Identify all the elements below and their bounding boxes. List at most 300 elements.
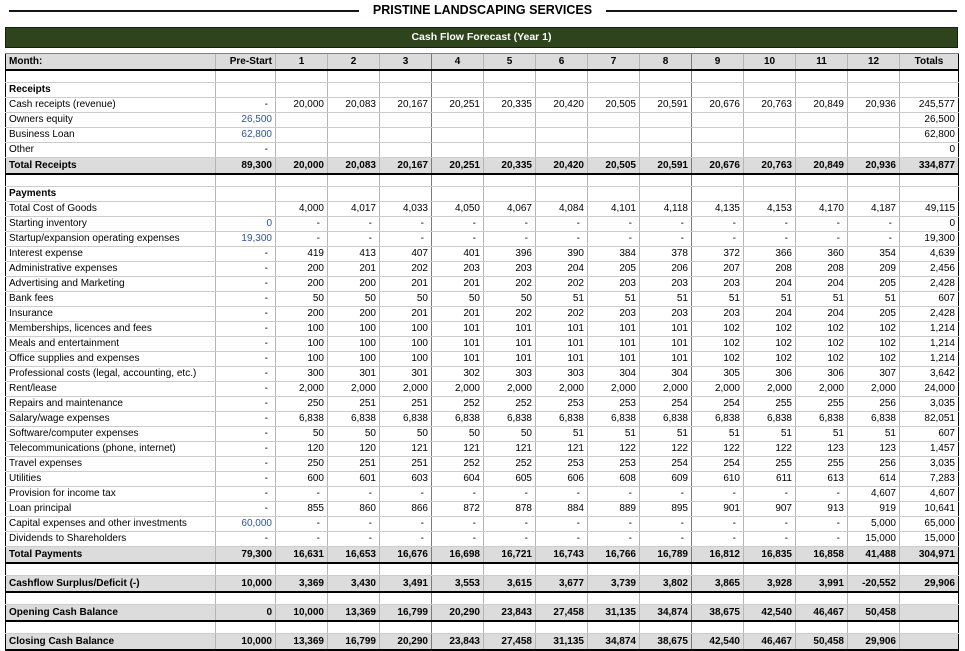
cell[interactable]	[744, 621, 796, 634]
cell[interactable]	[692, 143, 744, 158]
cell[interactable]	[328, 113, 380, 128]
cell[interactable]: -	[216, 352, 276, 367]
cell[interactable]	[900, 187, 959, 202]
cell[interactable]	[588, 621, 640, 634]
cell[interactable]: 20,000	[276, 98, 328, 113]
cell[interactable]: 6,838	[744, 412, 796, 427]
cell[interactable]	[328, 70, 380, 83]
cell[interactable]: -	[536, 487, 588, 502]
cell[interactable]	[848, 174, 900, 187]
cell[interactable]	[276, 70, 328, 83]
cell[interactable]: -	[216, 412, 276, 427]
cell[interactable]: -	[640, 532, 692, 547]
cell[interactable]	[692, 563, 744, 576]
cell[interactable]: 253	[536, 457, 588, 472]
cell[interactable]: 901	[692, 502, 744, 517]
cell[interactable]: 6,838	[432, 412, 484, 427]
cell[interactable]: -	[536, 517, 588, 532]
cell[interactable]: 101	[484, 322, 536, 337]
cell[interactable]: 201	[432, 277, 484, 292]
cell[interactable]: 79,300	[216, 547, 276, 564]
cell[interactable]: 20,849	[796, 158, 848, 175]
cell[interactable]: 20,591	[640, 158, 692, 175]
cell[interactable]: 0	[216, 605, 276, 622]
cell[interactable]	[380, 113, 432, 128]
cell[interactable]: -	[744, 532, 796, 547]
cell[interactable]: 62,800	[216, 128, 276, 143]
cell[interactable]: -	[216, 427, 276, 442]
row-label[interactable]: Starting inventory	[6, 217, 216, 232]
cell[interactable]	[900, 634, 959, 651]
cell[interactable]: -	[328, 532, 380, 547]
cell[interactable]: -	[216, 532, 276, 547]
cell[interactable]: 303	[536, 367, 588, 382]
cell[interactable]: -	[216, 502, 276, 517]
cell[interactable]: 2,428	[900, 307, 959, 322]
cell[interactable]: 122	[588, 442, 640, 457]
cell[interactable]: 29,906	[848, 634, 900, 651]
cell[interactable]: 10,641	[900, 502, 959, 517]
cell[interactable]: 203	[588, 277, 640, 292]
cell[interactable]: 907	[744, 502, 796, 517]
cell[interactable]	[640, 592, 692, 605]
cell[interactable]: -	[588, 532, 640, 547]
cell[interactable]: 49,115	[900, 202, 959, 217]
column-header-3[interactable]: 3	[380, 54, 432, 71]
cell[interactable]: 2,000	[848, 382, 900, 397]
cell[interactable]	[588, 83, 640, 98]
cell[interactable]: 101	[536, 352, 588, 367]
cell[interactable]: 50	[328, 292, 380, 307]
cell[interactable]	[432, 187, 484, 202]
cell[interactable]: 1,214	[900, 352, 959, 367]
cell[interactable]: -	[432, 517, 484, 532]
cell[interactable]: -	[692, 232, 744, 247]
cell[interactable]	[276, 621, 328, 634]
cell[interactable]: 102	[848, 337, 900, 352]
cell[interactable]	[640, 143, 692, 158]
cell[interactable]: 26,500	[216, 113, 276, 128]
row-label[interactable]: Owners equity	[6, 113, 216, 128]
cell[interactable]: 252	[432, 457, 484, 472]
cell[interactable]: -	[216, 442, 276, 457]
cell[interactable]: -	[432, 532, 484, 547]
cell[interactable]	[536, 113, 588, 128]
row-label[interactable]: Total Cost of Goods	[6, 202, 216, 217]
cell[interactable]: 4,067	[484, 202, 536, 217]
cell[interactable]	[484, 70, 536, 83]
cell[interactable]: 46,467	[744, 634, 796, 651]
cell[interactable]: 51	[796, 427, 848, 442]
cell[interactable]: 51	[848, 292, 900, 307]
cell[interactable]: 4,135	[692, 202, 744, 217]
cell[interactable]: 204	[744, 307, 796, 322]
cell[interactable]: -	[216, 307, 276, 322]
cell[interactable]: 4,607	[848, 487, 900, 502]
cell[interactable]: 123	[848, 442, 900, 457]
cell[interactable]: -	[432, 487, 484, 502]
cell[interactable]	[588, 113, 640, 128]
cell[interactable]: -	[276, 487, 328, 502]
cell[interactable]: 2,000	[484, 382, 536, 397]
cell[interactable]	[216, 187, 276, 202]
cell[interactable]: -	[692, 532, 744, 547]
cell[interactable]: 603	[380, 472, 432, 487]
cell[interactable]: 101	[640, 337, 692, 352]
cell[interactable]: 101	[640, 322, 692, 337]
cell[interactable]: 203	[640, 277, 692, 292]
row-label[interactable]	[6, 592, 216, 605]
cell[interactable]	[276, 143, 328, 158]
cell[interactable]	[536, 621, 588, 634]
cell[interactable]: 204	[796, 277, 848, 292]
cell[interactable]: 6,838	[640, 412, 692, 427]
cell[interactable]: 121	[536, 442, 588, 457]
cell[interactable]	[744, 70, 796, 83]
cell[interactable]: 0	[900, 143, 959, 158]
cell[interactable]: 38,675	[692, 605, 744, 622]
row-label[interactable]: Telecommunications (phone, internet)	[6, 442, 216, 457]
cell[interactable]: 255	[796, 397, 848, 412]
cell[interactable]	[536, 143, 588, 158]
column-header-5[interactable]: 5	[484, 54, 536, 71]
cell[interactable]: 611	[744, 472, 796, 487]
cell[interactable]	[328, 143, 380, 158]
row-label[interactable]: Capital expenses and other investments	[6, 517, 216, 532]
cell[interactable]: 20,251	[432, 98, 484, 113]
cell[interactable]: 102	[744, 337, 796, 352]
cell[interactable]	[588, 174, 640, 187]
cell[interactable]	[692, 187, 744, 202]
cell[interactable]: 20,591	[640, 98, 692, 113]
cell[interactable]: 256	[848, 397, 900, 412]
cell[interactable]	[744, 174, 796, 187]
cell[interactable]: 610	[692, 472, 744, 487]
cell[interactable]: -	[692, 487, 744, 502]
cell[interactable]: 24,000	[900, 382, 959, 397]
cell[interactable]	[216, 83, 276, 98]
cell[interactable]	[484, 592, 536, 605]
cell[interactable]: 390	[536, 247, 588, 262]
cell[interactable]: 15,000	[900, 532, 959, 547]
cell[interactable]	[796, 113, 848, 128]
cell[interactable]: 200	[276, 262, 328, 277]
cell[interactable]: 16,799	[328, 634, 380, 651]
column-header-pre-start[interactable]: Pre-Start	[216, 54, 276, 71]
cell[interactable]: 121	[432, 442, 484, 457]
cell[interactable]: 101	[432, 337, 484, 352]
cell[interactable]	[276, 113, 328, 128]
cell[interactable]: 354	[848, 247, 900, 262]
cell[interactable]: 20,290	[380, 634, 432, 651]
row-label[interactable]	[6, 563, 216, 576]
cell[interactable]	[692, 592, 744, 605]
row-label[interactable]: Software/computer expenses	[6, 427, 216, 442]
cell[interactable]	[328, 128, 380, 143]
cell[interactable]: -	[380, 532, 432, 547]
row-label[interactable]: Startup/expansion operating expenses	[6, 232, 216, 247]
cell[interactable]	[276, 592, 328, 605]
cell[interactable]: 16,721	[484, 547, 536, 564]
cell[interactable]: -	[216, 457, 276, 472]
cell[interactable]: 13,369	[276, 634, 328, 651]
cell[interactable]: 38,675	[640, 634, 692, 651]
cell[interactable]: 255	[744, 397, 796, 412]
cell[interactable]: 4,084	[536, 202, 588, 217]
cell[interactable]: 122	[640, 442, 692, 457]
cell[interactable]: 50	[484, 427, 536, 442]
column-header-2[interactable]: 2	[328, 54, 380, 71]
cell[interactable]: 20,849	[796, 98, 848, 113]
cell[interactable]: 20,167	[380, 158, 432, 175]
row-label[interactable]: Meals and entertainment	[6, 337, 216, 352]
cell[interactable]: -	[216, 262, 276, 277]
cell[interactable]	[484, 187, 536, 202]
column-header-1[interactable]: 1	[276, 54, 328, 71]
cell[interactable]: 20,000	[276, 158, 328, 175]
cell[interactable]: 51	[796, 292, 848, 307]
cell[interactable]: 6,838	[536, 412, 588, 427]
cell[interactable]: 101	[484, 337, 536, 352]
cell[interactable]: -	[640, 217, 692, 232]
cell[interactable]: 101	[432, 322, 484, 337]
cell[interactable]: 600	[276, 472, 328, 487]
cell[interactable]: -	[216, 277, 276, 292]
row-label[interactable]: Cash receipts (revenue)	[6, 98, 216, 113]
cell[interactable]: -	[380, 487, 432, 502]
cell[interactable]: -20,552	[848, 576, 900, 593]
cell[interactable]: 100	[380, 322, 432, 337]
cell[interactable]	[380, 621, 432, 634]
cell[interactable]: -	[588, 517, 640, 532]
cell[interactable]: 307	[848, 367, 900, 382]
cell[interactable]: 607	[900, 292, 959, 307]
column-header-12[interactable]: 12	[848, 54, 900, 71]
cell[interactable]: 6,838	[484, 412, 536, 427]
cell[interactable]: 51	[536, 292, 588, 307]
cell[interactable]	[900, 83, 959, 98]
cell[interactable]: 252	[484, 457, 536, 472]
cell[interactable]: 5,000	[848, 517, 900, 532]
cell[interactable]	[328, 563, 380, 576]
cell[interactable]: 50	[380, 427, 432, 442]
cell[interactable]: 251	[328, 397, 380, 412]
cell[interactable]: -	[276, 532, 328, 547]
cell[interactable]: 50	[380, 292, 432, 307]
cell[interactable]: 253	[588, 457, 640, 472]
cell[interactable]: 3,677	[536, 576, 588, 593]
cell[interactable]: -	[796, 532, 848, 547]
cell[interactable]	[848, 70, 900, 83]
cell[interactable]: 913	[796, 502, 848, 517]
cell[interactable]: 20,420	[536, 98, 588, 113]
cell[interactable]: 208	[744, 262, 796, 277]
cell[interactable]: 10,000	[276, 605, 328, 622]
row-label[interactable]: Loan principal	[6, 502, 216, 517]
cell[interactable]	[796, 128, 848, 143]
cell[interactable]: 42,540	[692, 634, 744, 651]
cell[interactable]: -	[484, 232, 536, 247]
cell[interactable]	[796, 592, 848, 605]
cell[interactable]: -	[380, 217, 432, 232]
cell[interactable]: 102	[744, 322, 796, 337]
cell[interactable]: -	[432, 217, 484, 232]
cell[interactable]: 4,639	[900, 247, 959, 262]
cell[interactable]: -	[328, 517, 380, 532]
cell[interactable]: 200	[328, 277, 380, 292]
cell[interactable]: 16,653	[328, 547, 380, 564]
cell[interactable]	[380, 174, 432, 187]
cell[interactable]: 1,214	[900, 337, 959, 352]
cell[interactable]: 306	[744, 367, 796, 382]
cell[interactable]: 253	[588, 397, 640, 412]
cell[interactable]: 101	[588, 337, 640, 352]
row-label[interactable]: Insurance	[6, 307, 216, 322]
cell[interactable]: -	[328, 487, 380, 502]
cell[interactable]: 20,676	[692, 98, 744, 113]
cell[interactable]: 100	[328, 322, 380, 337]
cell[interactable]: 866	[380, 502, 432, 517]
cell[interactable]: -	[484, 487, 536, 502]
cell[interactable]	[328, 592, 380, 605]
row-label[interactable]: Total Payments	[6, 547, 216, 564]
cell[interactable]: 209	[848, 262, 900, 277]
cell[interactable]: 10,000	[216, 576, 276, 593]
cell[interactable]	[640, 113, 692, 128]
cell[interactable]: 895	[640, 502, 692, 517]
cell[interactable]: 200	[276, 277, 328, 292]
cell[interactable]: 201	[432, 307, 484, 322]
cell[interactable]: 300	[276, 367, 328, 382]
cell[interactable]	[692, 128, 744, 143]
cell[interactable]: 2,000	[692, 382, 744, 397]
cell[interactable]	[848, 187, 900, 202]
cell[interactable]: 302	[432, 367, 484, 382]
cell[interactable]	[848, 563, 900, 576]
cell[interactable]: 51	[536, 427, 588, 442]
cell[interactable]	[484, 83, 536, 98]
cell[interactable]: 205	[588, 262, 640, 277]
cell[interactable]: 3,553	[432, 576, 484, 593]
cell[interactable]: 872	[432, 502, 484, 517]
row-label[interactable]: Business Loan	[6, 128, 216, 143]
cell[interactable]: 878	[484, 502, 536, 517]
cell[interactable]: 253	[536, 397, 588, 412]
cell[interactable]: 51	[640, 427, 692, 442]
cell[interactable]: -	[536, 532, 588, 547]
cell[interactable]	[640, 621, 692, 634]
cell[interactable]: 102	[692, 337, 744, 352]
cell[interactable]	[744, 563, 796, 576]
cell[interactable]: -	[640, 517, 692, 532]
cell[interactable]: 51	[848, 427, 900, 442]
cell[interactable]	[848, 592, 900, 605]
cell[interactable]: 384	[588, 247, 640, 262]
cell[interactable]: 2,000	[640, 382, 692, 397]
cell[interactable]	[640, 70, 692, 83]
cell[interactable]: 20,936	[848, 98, 900, 113]
cell[interactable]: 202	[484, 277, 536, 292]
cell[interactable]: 4,607	[900, 487, 959, 502]
cell[interactable]: -	[216, 247, 276, 262]
cell[interactable]: 0	[216, 217, 276, 232]
cell[interactable]	[588, 128, 640, 143]
cell[interactable]: 203	[692, 307, 744, 322]
cell[interactable]: 2,000	[536, 382, 588, 397]
cell[interactable]	[796, 563, 848, 576]
cell[interactable]	[744, 128, 796, 143]
row-label[interactable]: Utilities	[6, 472, 216, 487]
cell[interactable]	[744, 113, 796, 128]
cell[interactable]: 3,615	[484, 576, 536, 593]
cell[interactable]: 102	[744, 352, 796, 367]
cell[interactable]: -	[744, 217, 796, 232]
cell[interactable]: 15,000	[848, 532, 900, 547]
cell[interactable]: 203	[484, 262, 536, 277]
cell[interactable]: 3,491	[380, 576, 432, 593]
cell[interactable]	[380, 592, 432, 605]
cell[interactable]: 378	[640, 247, 692, 262]
cell[interactable]	[848, 113, 900, 128]
row-label[interactable]	[6, 621, 216, 634]
cell[interactable]: 65,000	[900, 517, 959, 532]
cell[interactable]	[380, 563, 432, 576]
cell[interactable]: -	[216, 98, 276, 113]
cell[interactable]: 16,676	[380, 547, 432, 564]
cell[interactable]: 605	[484, 472, 536, 487]
cell[interactable]: 203	[432, 262, 484, 277]
cell[interactable]: 23,843	[432, 634, 484, 651]
cell[interactable]: 62,800	[900, 128, 959, 143]
cell[interactable]: 372	[692, 247, 744, 262]
cell[interactable]: 20,167	[380, 98, 432, 113]
cell[interactable]: 101	[536, 337, 588, 352]
row-label[interactable]: Total Receipts	[6, 158, 216, 175]
cell[interactable]: 304,971	[900, 547, 959, 564]
cell[interactable]: 203	[588, 307, 640, 322]
cell[interactable]	[588, 70, 640, 83]
cell[interactable]: 3,865	[692, 576, 744, 593]
cell[interactable]	[380, 83, 432, 98]
cell[interactable]	[484, 143, 536, 158]
cell[interactable]: 20,763	[744, 158, 796, 175]
row-label[interactable]: Advertising and Marketing	[6, 277, 216, 292]
cell[interactable]: 301	[380, 367, 432, 382]
cell[interactable]: 101	[640, 352, 692, 367]
cell[interactable]: 889	[588, 502, 640, 517]
cell[interactable]	[432, 592, 484, 605]
cell[interactable]	[328, 174, 380, 187]
cell[interactable]: -	[216, 397, 276, 412]
cell[interactable]: 360	[796, 247, 848, 262]
cell[interactable]: 16,799	[380, 605, 432, 622]
cell[interactable]: 3,739	[588, 576, 640, 593]
cell[interactable]: -	[692, 217, 744, 232]
cell[interactable]: 4,101	[588, 202, 640, 217]
cell[interactable]: 20,083	[328, 98, 380, 113]
cell[interactable]: -	[796, 517, 848, 532]
row-label[interactable]: Provision for income tax	[6, 487, 216, 502]
cell[interactable]: -	[692, 517, 744, 532]
row-label[interactable]: Rent/lease	[6, 382, 216, 397]
cell[interactable]: 100	[276, 352, 328, 367]
cell[interactable]: 305	[692, 367, 744, 382]
cell[interactable]: 2,000	[796, 382, 848, 397]
cell[interactable]: 19,300	[216, 232, 276, 247]
cell[interactable]: 3,991	[796, 576, 848, 593]
cell[interactable]: 60,000	[216, 517, 276, 532]
cell[interactable]: 2,000	[744, 382, 796, 397]
